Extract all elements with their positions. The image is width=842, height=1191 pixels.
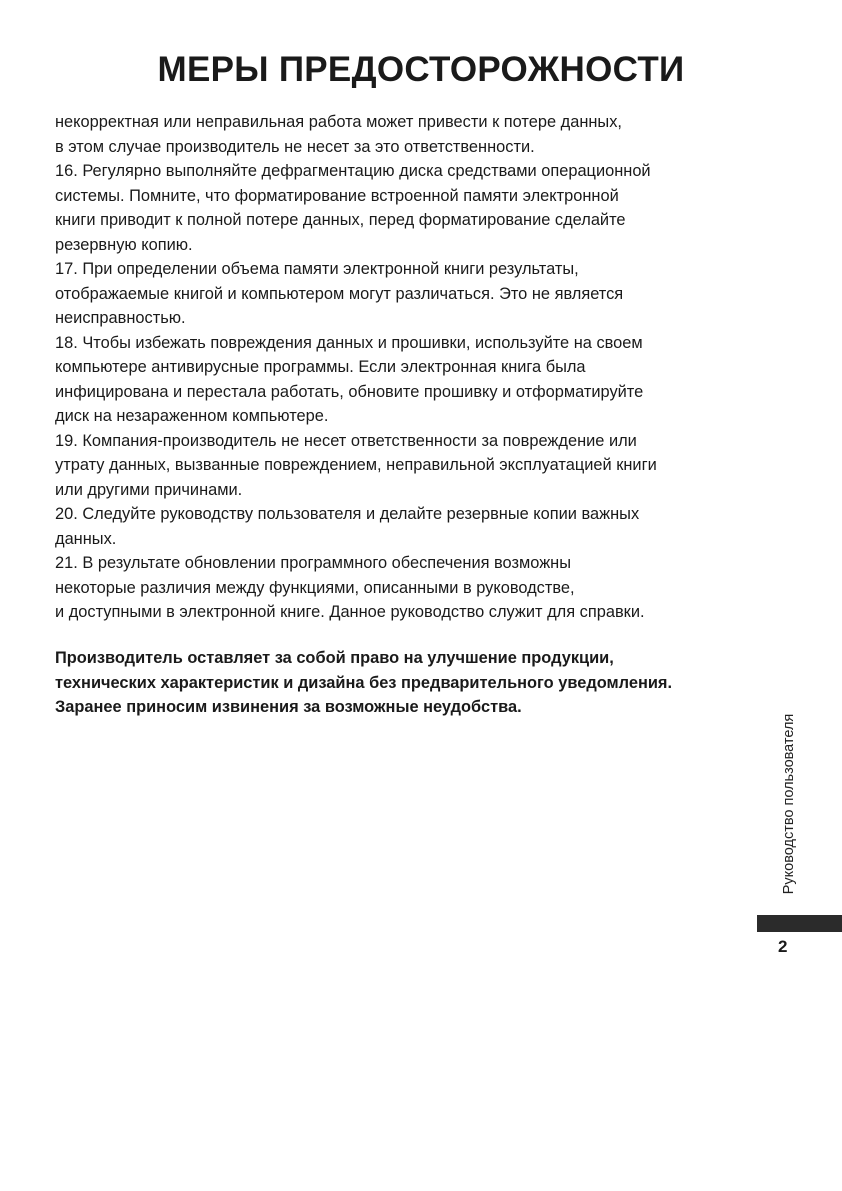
body-line: или другими причинами. [55, 480, 243, 499]
notice-line: Производитель оставляет за собой право на улучшение продукции, [55, 649, 614, 667]
body-line: 21. В результате обновлении программного обеспечения возможны [55, 554, 571, 572]
manufacturer-notice [55, 646, 755, 720]
body-line: 20. Следуйте руководству пользователя и делайте резервные копии важных [55, 505, 640, 523]
notice-line: Заранее приносим извинения за возможные неудобства. [55, 698, 522, 716]
body-text [55, 110, 755, 625]
body-line: системы. Помните, что форматирование встроенной памяти электронной [55, 186, 619, 205]
body-line: диск на незараженном компьютере. [55, 407, 329, 425]
body-line: книги приводит к полной потере данных, перед форматирование сделайте [55, 211, 626, 229]
body-line: в этом случае производитель не несет за это ответственности. [55, 137, 535, 156]
body-line: 16. Регулярно выполняйте дефрагментацию диска средствами операционной [55, 162, 651, 180]
body-line: некорректная или неправильная работа может привести к потере данных, [55, 113, 622, 131]
body-line: некоторые различия между функциями, описанными в руководстве, [55, 578, 575, 597]
body-line: данных. [55, 529, 117, 548]
body-line: отображаемые книгой и компьютером могут различаться. Это не является [55, 284, 624, 303]
body-line: инфицирована и перестала работать, обновите прошивку и отформатируйте [55, 382, 644, 401]
body-line: 19. Компания-производитель не несет ответственности за повреждение или [55, 431, 637, 450]
notice-line: технических характеристик и дизайна без предварительного уведомления. [55, 673, 673, 692]
body-line: компьютере антивирусные программы. Если электронная книга была [55, 358, 586, 376]
body-line: утрату данных, вызванные повреждением, неправильной эксплуатацией книги [55, 456, 657, 474]
page-tab-bar [757, 915, 842, 932]
body-line: 17. При определении объема памяти электронной книги результаты, [55, 260, 579, 278]
page-number: 2 [778, 937, 788, 956]
body-line: 18. Чтобы избежать повреждения данных и прошивки, используйте на своем [55, 333, 643, 352]
side-section-label [774, 700, 804, 908]
page-title: МЕРЫ ПРЕДОСТОРОЖНОСТИ [157, 50, 685, 89]
body-line: резервную копию. [55, 235, 193, 254]
side-section-label-text: Руководство пользователя [781, 713, 797, 895]
body-line: неисправностью. [55, 309, 186, 327]
body-line: и доступными в электронной книге. Данное руководство служит для справки. [55, 603, 645, 621]
